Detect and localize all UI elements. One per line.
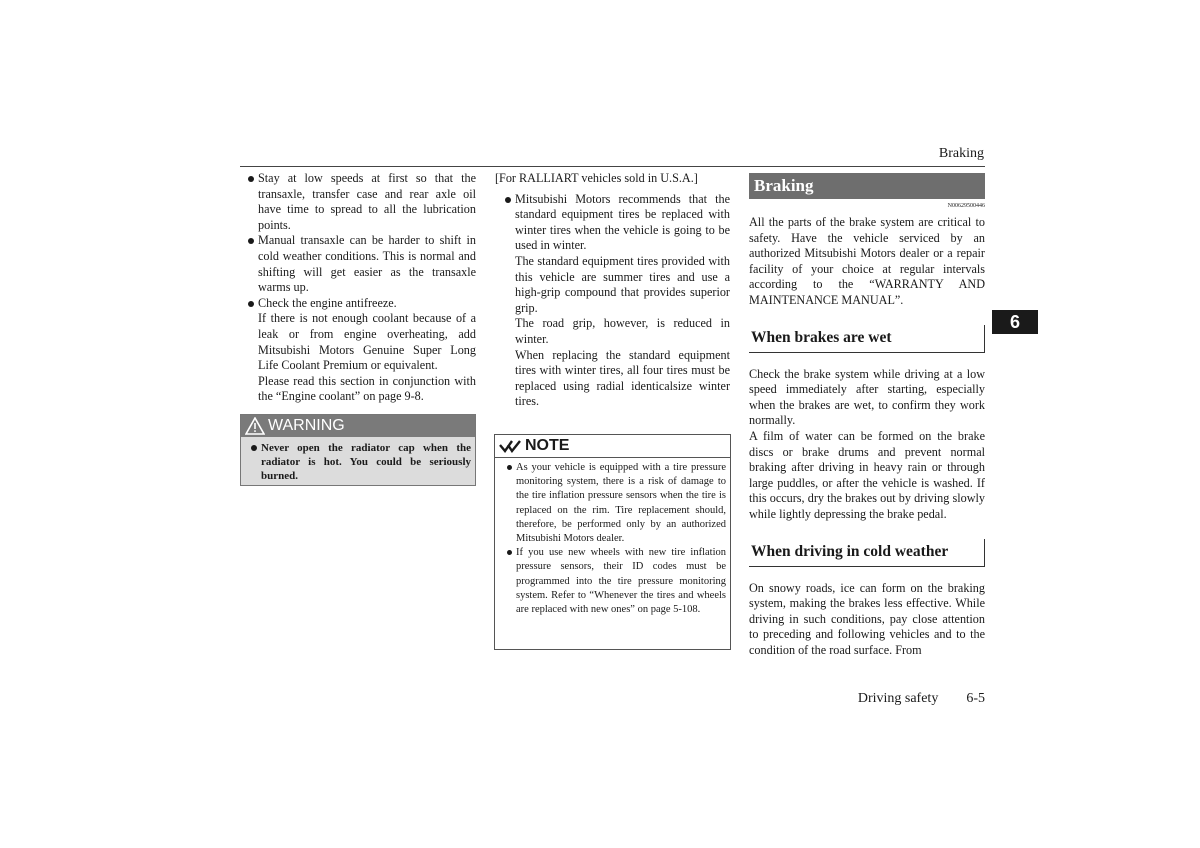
paragraph: A film of water can be formed on the brake discs or brake drums and prevent normal braking after driving in heavy rain or through large puddles, or after the vehicle is washed. If this occurs, dry the brakes out by driving slowly while lightly depressing the brake pedal. (749, 428, 985, 521)
list-item: As your vehicle is equipped with a tire pressure monitoring system, there is a risk of damage to the tire inflation pressure sensors when the tire is replaced on the rim. Tire replacement should, therefore, be performed only by an authorized Mitsubishi Motors dealer. (503, 461, 726, 546)
warning-header (241, 415, 475, 437)
paragraph: When replacing the standard equipment tires with winter tires, all four tires must be replaced using radial identicalsize winter tires. (515, 347, 730, 409)
chapter-tab: 6 (992, 310, 1038, 334)
list-item: If you use new wheels with new tire inflation pressure sensors, their ID codes must be programmed into the tire pressure monitoring system. Refer to “Whenever the tires and wheels are replaced with new ones” on page 5-108. (503, 546, 726, 617)
note-header (495, 435, 730, 458)
footer-section: Driving safety (857, 691, 939, 706)
section-title: Braking (749, 173, 985, 199)
paragraph: All the parts of the brake system are critical to safety. Have the vehicle serviced by an authorized Mitsubishi Motors dealer or a repair facility of your choice at regular intervals according to the “WARRANTY AND MAINTENANCE MANUAL”. (749, 215, 985, 307)
list-item: Check the engine antifreeze. If there is not enough coolant because of a leak or from engine overheating, add Mitsubishi Motors Genuine Super Long Life Coolant Premium or equivalent. Please read this section in conjunction with the “Engine coolant” on page 9-8. (244, 296, 476, 405)
list-item: Never open the radiator cap when the radiator is hot. You could be seriously burned. (247, 441, 471, 483)
column-1 (244, 171, 476, 405)
checkmark-icon (499, 439, 521, 453)
header-rule (240, 166, 985, 167)
paragraph: On snowy roads, ice can form on the braking system, making the brakes less effective. While driving in such conditions, pay close attention to preceding and following vehicles and to the condition of the road surface. From (749, 580, 985, 657)
note-box (494, 434, 731, 650)
page-footer (820, 691, 985, 707)
warning-box (240, 414, 476, 486)
region-note: [For RALLIART vehicles sold in U.S.A.] (495, 171, 698, 185)
paragraph: If there is not enough coolant because of a leak or from engine overheating, add Mitsubishi Motors Genuine Super Long Life Coolant Premium or equivalent. (258, 311, 476, 373)
paragraph: The standard equipment tires provided with this vehicle are summer tires and use a high-grip compound that provides superior grip. (515, 253, 730, 315)
note-label: NOTE (525, 437, 570, 454)
running-header: Braking (938, 146, 984, 161)
warning-label: WARNING (268, 417, 345, 434)
paragraph: The road grip, however, is reduced in winter. (515, 316, 730, 346)
page-number: 6-5 (966, 691, 985, 706)
subsection-title-cold-weather: When driving in cold weather (749, 539, 985, 567)
column-2 (495, 171, 730, 410)
paragraph: Check the brake system while driving at a low speed immediately after starting, especially when the brakes are wet, to confirm they work normally. (749, 366, 985, 428)
list-item: Manual transaxle can be harder to shift in cold weather conditions. This is normal and shifting will get easier as the transaxle warms up. (244, 233, 476, 295)
column-3 (749, 173, 985, 658)
list-item: Stay at low speeds at first so that the transaxle, transfer case and rear axle oil have time to spread to all the lubrication points. (244, 171, 476, 233)
reference-code: N00629500446 (947, 203, 985, 209)
list-item: Mitsubishi Motors recommends that the standard equipment tires be replaced with winter tires when the vehicle is going to be used in winter. The standard equipment tires provided with this vehicle are summer tires and use a high-grip compound that provides superior grip. The road grip, however, is reduced in winter. When replacing the standard equipment tires with winter tires, all four tires must be replaced using radial identicalsize winter tires. (501, 192, 730, 410)
paragraph: Please read this section in conjunction with the “Engine coolant” on page 9-8. (258, 373, 476, 404)
subsection-title-wet-brakes: When brakes are wet (749, 325, 985, 353)
warning-triangle-icon (245, 417, 265, 435)
